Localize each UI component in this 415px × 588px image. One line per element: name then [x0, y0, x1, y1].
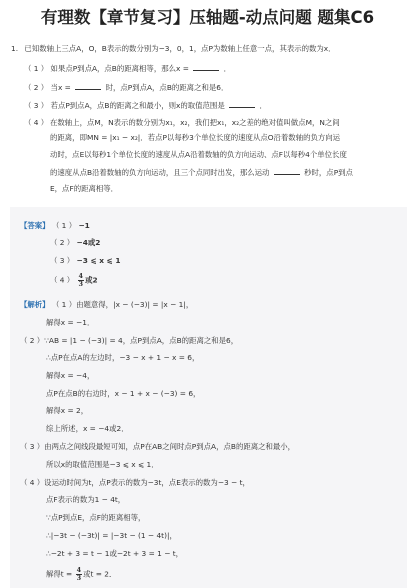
answer-line [50, 238, 100, 249]
part-text: 若点P到点A，点B的距离之和最小，则x的取值范围是 [50, 101, 225, 110]
analysis-line: ∴|−3t − (−3t)| = |−3t − (1 − 4t)|， [46, 531, 177, 540]
answer-label: （ 3 ） [50, 256, 75, 265]
answer-value: 或2 [85, 275, 98, 285]
part-text: ． [259, 101, 267, 110]
question-part-4-line: 在数轴上，点M，N表示的数分别为x₁，x₂，我们把x₁，x₂之差的绝对值叫做点M，N之间 [50, 118, 340, 127]
answer-tag: 【答案】 [20, 221, 50, 230]
answer-blank[interactable] [229, 100, 255, 108]
analysis-line: 解得x = −1． [46, 318, 95, 327]
fraction [76, 567, 83, 582]
analysis-text: （ 1 ）由题意得，|x − (−3)| = |x − 1|， [51, 300, 194, 309]
page-title: 有理数【章节复习】压轴题-动点问题 题集C6 [40, 8, 375, 27]
answer-line [50, 256, 120, 267]
question-part-4-label: （ 4 ） [24, 118, 49, 127]
part-label: （ 3 ） [24, 101, 49, 110]
answer-value: −4或2 [76, 238, 101, 247]
question-part-2 [24, 82, 228, 94]
analysis-line: 解得x = 2， [46, 406, 89, 415]
question-part-4-line: 的距离，即MN = |x₁ − x₂|．若点P以每秒3个单位长度的速度从点O沿着数轴的负方向运 [50, 133, 341, 142]
part-text: 当x = [50, 83, 71, 92]
question-part-3 [24, 100, 267, 112]
answer-blank[interactable] [274, 167, 300, 175]
question-stem-text: 已知数轴上三点A，O，B表示的数分别为−3，0，1，点P为数轴上任意一点，其表示的数为x． [24, 44, 336, 53]
answer-value: −1 [78, 221, 90, 230]
part-text: 时，点P到点A，点B的距离之和是6． [105, 83, 229, 92]
fraction-numerator: 4 [76, 566, 82, 574]
analysis-line: ∵点P到点E，点F的距离相等， [46, 513, 146, 522]
answer-line [50, 273, 98, 288]
analysis-tag: 【解析】 [20, 300, 50, 309]
question-number: 1. [11, 44, 19, 53]
answer-label: （ 4 ） [50, 275, 75, 285]
question-part-4-line [50, 167, 353, 179]
part-text: 秒时，点P到点 [304, 168, 353, 177]
fraction-denominator: 3 [76, 574, 82, 582]
analysis-line: ∴点P在点A的左边时，−3 − x + 1 − x = 6， [46, 353, 200, 362]
analysis-line: 所以x的取值范围是−3 ⩽ x ⩽ 1． [46, 460, 159, 469]
answer-label: （ 1 ） [51, 221, 77, 230]
analysis-line [46, 567, 116, 582]
fraction-numerator: 4 [78, 272, 84, 280]
part-text: 如果点P到点A，点B的距离相等，那么x = [50, 64, 189, 73]
analysis-line: 综上所述，x = −4或2． [46, 424, 129, 433]
part-text: ． [223, 64, 232, 73]
question-part-4-line: E，点F的距离相等． [50, 184, 119, 193]
answer-label: （ 2 ） [50, 238, 75, 247]
analysis-line: ∴−2t + 3 = t − 1或−2t + 3 = 1 − t， [46, 549, 184, 558]
part-label: （ 2 ） [24, 83, 49, 92]
part-label: （ 1 ） [24, 64, 49, 73]
answer-blank[interactable] [193, 63, 219, 71]
answer-line [20, 221, 90, 232]
part-text: 的速度从点B沿着数轴的负方向运动，且三个点同时出发，那么运动 [50, 168, 270, 177]
answer-blank[interactable] [75, 82, 101, 90]
answer-value: −3 ⩽ x ⩽ 1 [76, 256, 121, 265]
analysis-line [20, 300, 193, 311]
question-stem [11, 44, 336, 55]
analysis-line: （ 2 ）∵AB = |1 − (−3)| = 4，点P到点A，点B的距离之和是6， [20, 336, 239, 345]
analysis-line: （ 4 ）设运动时间为t，点P表示的数为−3t，点E表示的数为−3 − t， [20, 478, 250, 487]
analysis-line: 点P在点B的右边时，x − 1 + x − (−3) = 6， [46, 389, 201, 398]
fraction-denominator: 3 [78, 280, 84, 288]
analysis-line: 解得x = −4， [46, 371, 95, 380]
analysis-line: （ 3 ）由两点之间线段最短可知，点P在AB之间时点P到点A，点B的距离之和最小， [20, 442, 296, 451]
question-part-1 [24, 63, 231, 75]
analysis-line: 点F表示的数为1 − 4t， [46, 495, 126, 504]
fraction [78, 273, 85, 288]
question-part-4-line: 动时，点E以每秒1个单位长度的速度从点A沿着数轴的负方向运动、点F以每秒4个单位长度 [50, 150, 347, 159]
analysis-text: 解得t = [46, 569, 73, 579]
analysis-text: 或t = 2． [83, 569, 117, 579]
